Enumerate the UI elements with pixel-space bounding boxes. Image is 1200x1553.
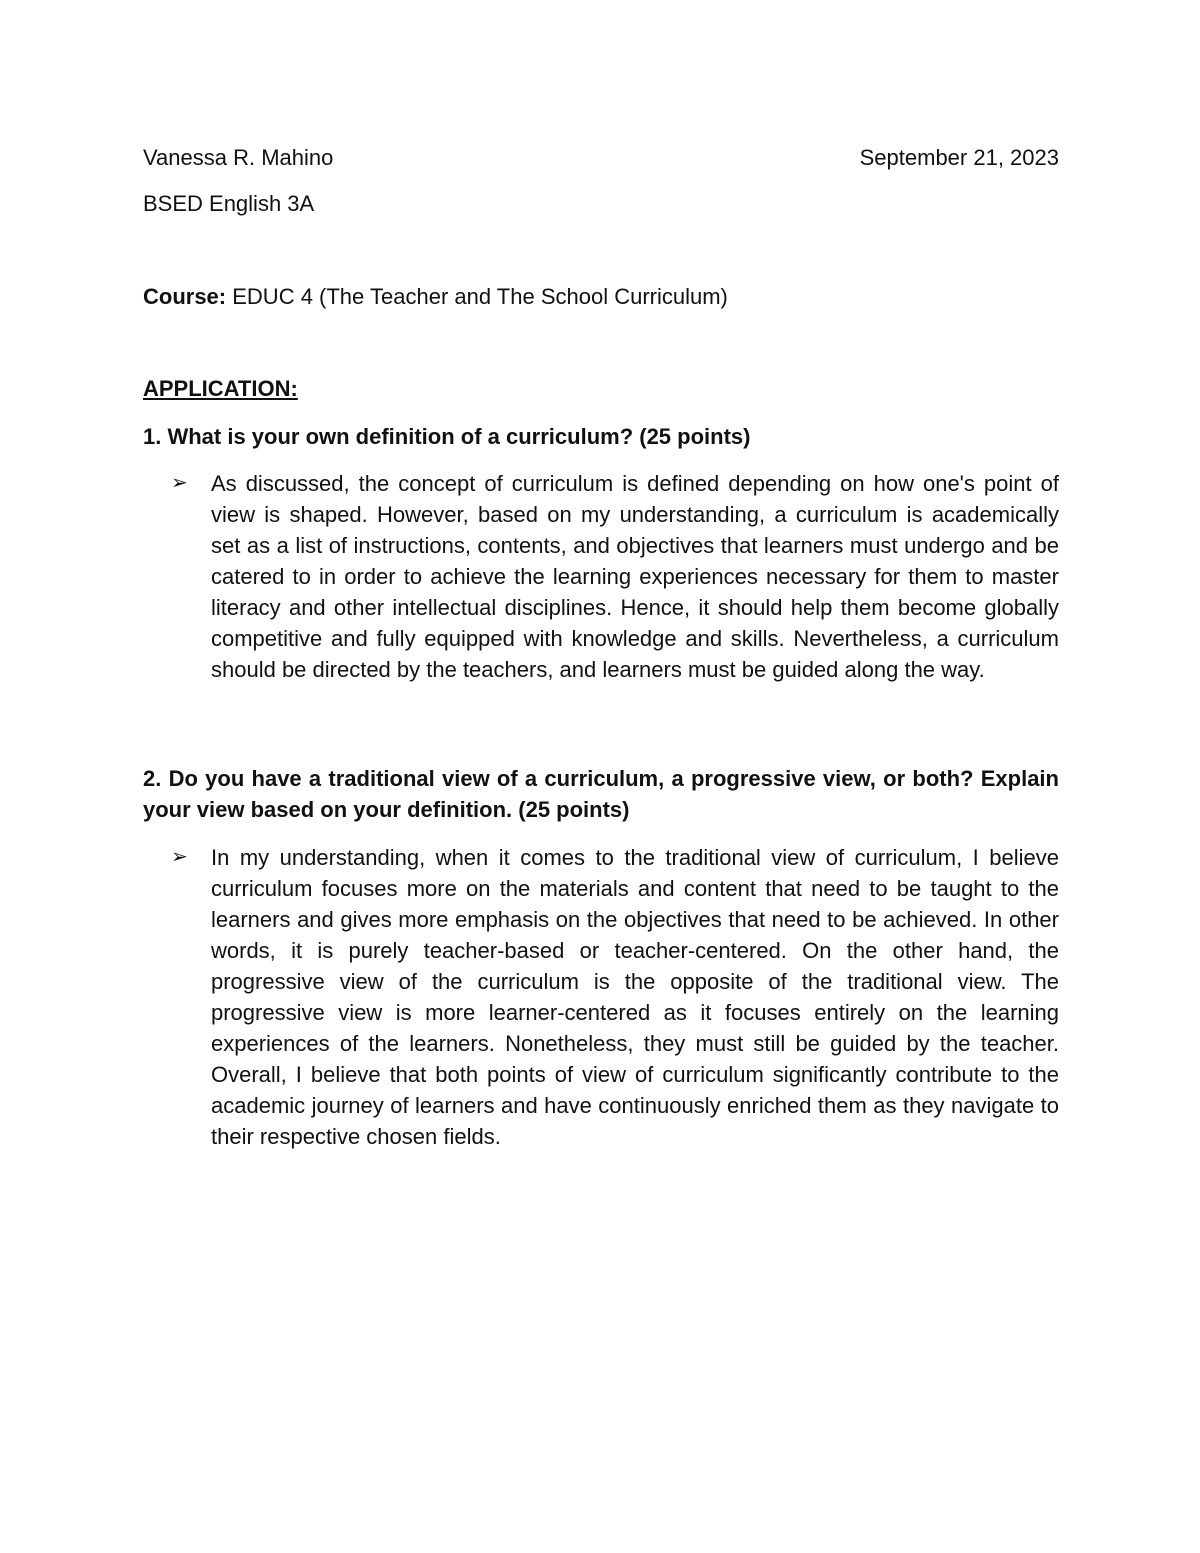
question-1: 1. What is your own definition of a curriculum? (25 points) xyxy=(143,424,751,449)
arrow-bullet-icon: ➢ xyxy=(171,846,188,868)
student-section: BSED English 3A xyxy=(143,191,315,216)
question-2: 2. Do you have a traditional view of a curriculum, a progressive view, or both? Explain your view based on your definition. (25 points) xyxy=(143,766,1059,822)
answer-2-block xyxy=(143,842,1059,1152)
student-name: Vanessa R. Mahino xyxy=(143,145,334,170)
course-line xyxy=(143,281,728,312)
answer-1: As discussed, the concept of curriculum is defined depending on how one's point of view is shaped. However, based on my understanding, a curriculum is academically set as a list of instructions, contents, and objectives that learners must undergo and be catered to in order to achieve the learning experiences necessary for them to master literacy and other intellectual disciplines. Hence, it should help them become globally competitive and fully equipped with knowledge and skills. Nevertheless, a curriculum should be directed by the teachers, and learners must be guided along the way. xyxy=(211,471,1059,682)
answer-2: In my understanding, when it comes to the traditional view of curriculum, I believe curriculum focuses more on the materials and content that need to be taught to the learners and gives more emphasis on the objectives that need to be achieved. In other words, it is purely teacher-based or teacher-centered. On the other hand, the progressive view of the curriculum is the opposite of the traditional view. The progressive view is more learner-centered as it focuses entirely on the learning experiences of the learners. Nonetheless, they must still be guided by the teacher. Overall, I believe that both points of view of curriculum significantly contribute to the academic journey of learners and have continuously enriched them as they navigate to their respective chosen fields. xyxy=(211,845,1059,1149)
arrow-bullet-icon: ➢ xyxy=(171,472,188,494)
course-label: Course: xyxy=(143,284,227,309)
document-date: September 21, 2023 xyxy=(859,145,1059,170)
application-heading: APPLICATION: xyxy=(143,376,298,401)
course-value: EDUC 4 (The Teacher and The School Curriculum) xyxy=(232,284,728,309)
answer-1-block xyxy=(143,468,1059,685)
